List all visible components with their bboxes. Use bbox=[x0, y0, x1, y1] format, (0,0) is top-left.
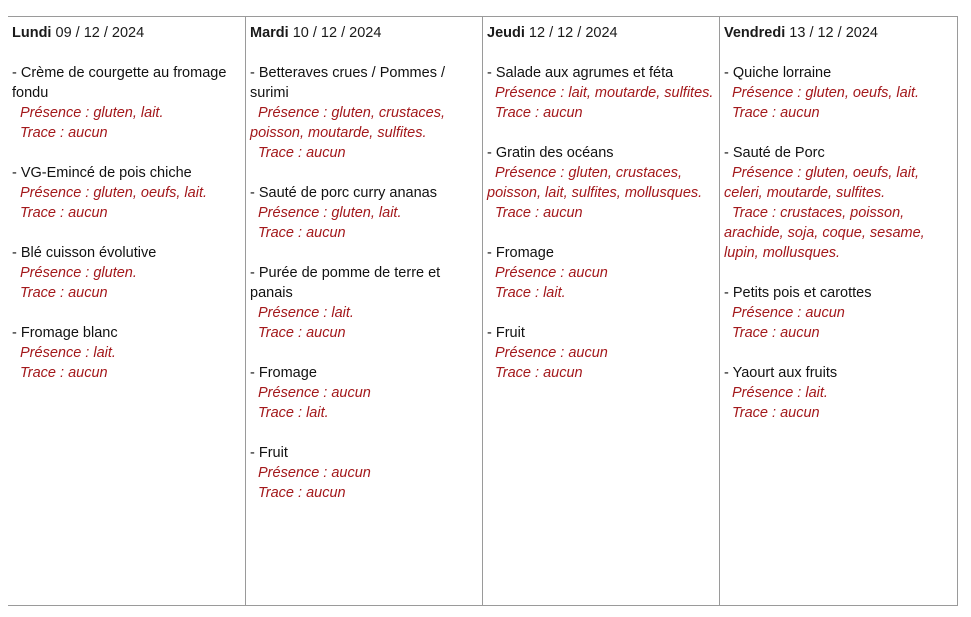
dish-name: - Fruit bbox=[250, 445, 288, 461]
dish-item bbox=[487, 63, 715, 123]
day-header bbox=[12, 23, 241, 43]
allergen-trace: Trace : aucun bbox=[20, 125, 108, 141]
allergen-presence: Présence : lait. bbox=[20, 345, 116, 361]
allergen-trace: Trace : aucun bbox=[20, 285, 108, 301]
dish-name: - Sauté de porc curry ananas bbox=[250, 185, 437, 201]
dish-item bbox=[487, 143, 715, 223]
dish-name: - Salade aux agrumes et féta bbox=[487, 65, 674, 81]
day-date: 09 / 12 / 2024 bbox=[55, 25, 145, 41]
allergen-trace: Trace : aucun bbox=[258, 225, 346, 241]
allergen-presence bbox=[487, 163, 715, 203]
allergen-trace: Trace : aucun bbox=[495, 365, 583, 381]
allergen-trace: Trace : lait. bbox=[495, 285, 566, 301]
allergen-presence-text: Présence : gluten, oeufs, lait, celeri, moutarde, sulfites. bbox=[724, 165, 919, 201]
dish-name: - Crème de courgette au fromage fondu bbox=[12, 65, 227, 101]
dish-item bbox=[724, 143, 953, 263]
allergen-presence-text: Présence : lait, moutarde, sulfites. bbox=[495, 85, 714, 101]
dish-name: - Fruit bbox=[487, 325, 525, 341]
allergen-trace: Trace : aucun bbox=[258, 145, 346, 161]
day-column-lundi bbox=[8, 17, 245, 605]
allergen-trace: Trace : aucun bbox=[732, 325, 820, 341]
day-date: 13 / 12 / 2024 bbox=[789, 25, 878, 41]
allergen-presence bbox=[250, 103, 478, 143]
dish-item bbox=[724, 363, 953, 423]
dish-name: - Petits pois et carottes bbox=[724, 285, 872, 301]
dish-name: - Quiche lorraine bbox=[724, 65, 832, 81]
dish-item bbox=[250, 363, 478, 423]
allergen-presence: Présence : gluten, oeufs, lait. bbox=[732, 85, 919, 101]
allergen-presence: Présence : gluten, lait. bbox=[258, 205, 402, 221]
allergen-presence: Présence : aucun bbox=[258, 385, 371, 401]
day-name: Jeudi bbox=[487, 25, 525, 41]
allergen-presence: Présence : gluten, lait. bbox=[20, 105, 164, 121]
allergen-trace: Trace : lait. bbox=[258, 405, 329, 421]
dish-item bbox=[724, 63, 953, 123]
dish-name: - Betteraves crues / Pommes / surimi bbox=[250, 65, 446, 101]
allergen-trace: Trace : aucun bbox=[732, 105, 820, 121]
dish-item bbox=[12, 63, 241, 143]
allergen-presence bbox=[487, 83, 715, 103]
weekly-menu-table bbox=[8, 16, 958, 606]
dish-name: - Purée de pomme de terre et panais bbox=[250, 265, 441, 301]
dish-name: - Yaourt aux fruits bbox=[724, 365, 838, 381]
dish-item bbox=[487, 323, 715, 383]
allergen-presence: Présence : gluten. bbox=[20, 265, 137, 281]
allergen-trace: Trace : aucun bbox=[20, 365, 108, 381]
dish-item bbox=[487, 243, 715, 303]
allergen-presence: Présence : aucun bbox=[495, 265, 608, 281]
day-column-mardi bbox=[245, 17, 482, 605]
day-header bbox=[487, 23, 715, 43]
allergen-presence-text: Présence : gluten, crustaces, poisson, lait, sulfites, mollusques. bbox=[487, 165, 703, 201]
dish-item bbox=[250, 63, 478, 163]
day-date: 10 / 12 / 2024 bbox=[292, 25, 382, 41]
allergen-trace bbox=[724, 203, 953, 263]
dish-item bbox=[250, 263, 478, 343]
day-column-vendredi bbox=[719, 17, 958, 605]
allergen-trace: Trace : aucun bbox=[20, 205, 108, 221]
dish-name: - Gratin des océans bbox=[487, 145, 614, 161]
dish-item bbox=[250, 443, 478, 503]
dish-name: - Fromage bbox=[487, 245, 554, 261]
allergen-presence: Présence : lait. bbox=[258, 305, 354, 321]
dish-name: - Fromage bbox=[250, 365, 317, 381]
allergen-presence: Présence : gluten, oeufs, lait. bbox=[20, 185, 207, 201]
allergen-presence: Présence : aucun bbox=[495, 345, 608, 361]
dish-item bbox=[724, 283, 953, 343]
allergen-trace: Trace : aucun bbox=[258, 485, 346, 501]
dish-item bbox=[250, 183, 478, 243]
dish-item bbox=[12, 243, 241, 303]
allergen-presence: Présence : lait. bbox=[732, 385, 828, 401]
dish-item bbox=[12, 323, 241, 383]
day-header bbox=[250, 23, 478, 43]
day-date: 12 / 12 / 2024 bbox=[528, 25, 618, 41]
allergen-trace: Trace : aucun bbox=[495, 105, 583, 121]
day-column-jeudi bbox=[482, 17, 719, 605]
allergen-trace: Trace : aucun bbox=[495, 205, 583, 221]
allergen-trace: Trace : aucun bbox=[732, 405, 820, 421]
allergen-presence: Présence : aucun bbox=[258, 465, 371, 481]
dish-name: - Fromage blanc bbox=[12, 325, 118, 341]
allergen-presence bbox=[724, 163, 953, 203]
day-name: Lundi bbox=[12, 25, 52, 41]
allergen-presence-text: Présence : gluten, crustaces, poisson, moutarde, sulfites. bbox=[250, 105, 445, 141]
day-name: Mardi bbox=[250, 25, 289, 41]
allergen-presence: Présence : aucun bbox=[732, 305, 845, 321]
dish-name: - Sauté de Porc bbox=[724, 145, 825, 161]
dish-item bbox=[12, 163, 241, 223]
day-name: Vendredi bbox=[724, 25, 786, 41]
dish-name: - VG-Emincé de pois chiche bbox=[12, 165, 192, 181]
day-header bbox=[724, 23, 953, 43]
allergen-trace: Trace : aucun bbox=[258, 325, 346, 341]
allergen-trace-text: Trace : crustaces, poisson, arachide, soja, coque, sesame, lupin, mollusques. bbox=[724, 205, 925, 261]
dish-name: - Blé cuisson évolutive bbox=[12, 245, 157, 261]
